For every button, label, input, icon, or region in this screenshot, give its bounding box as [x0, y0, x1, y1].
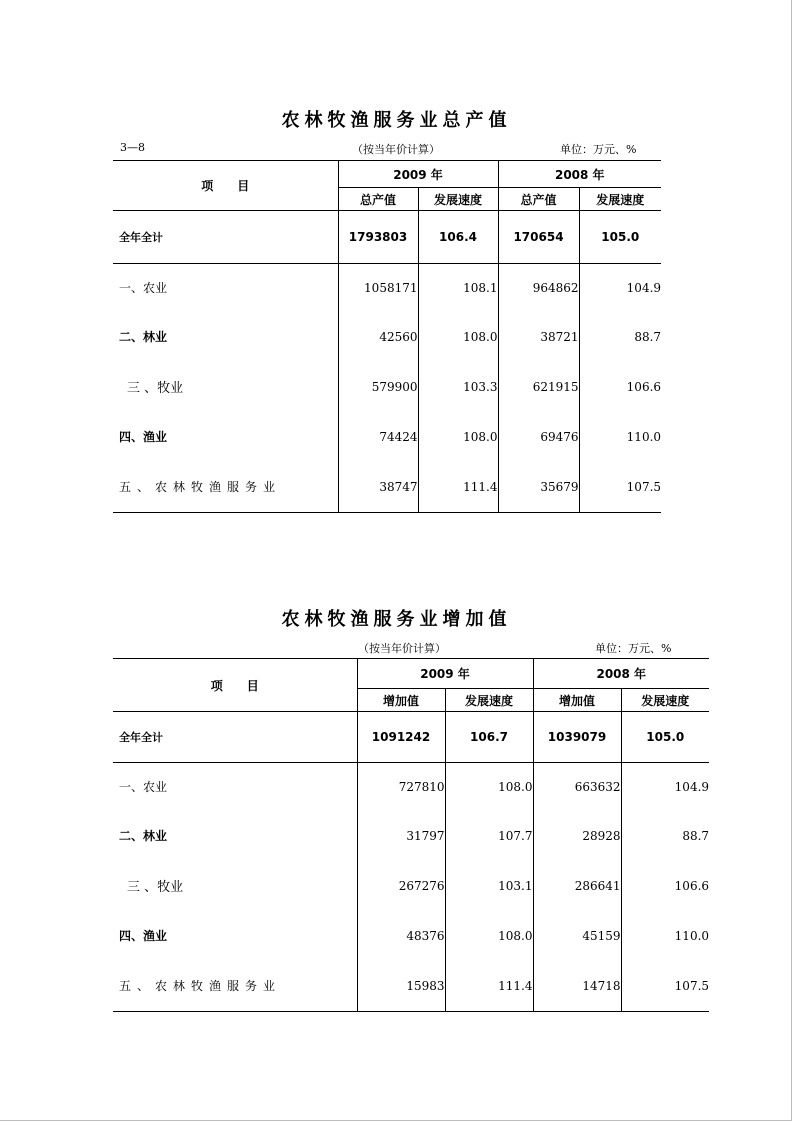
table1-total-v1: 1793803: [338, 211, 418, 264]
table1-row-v1: 38747: [338, 462, 418, 513]
table-row: [113, 811, 709, 861]
table2-row-label: 三 、牧业: [127, 880, 184, 895]
table1-col-speed-2008: 发展速度: [579, 188, 661, 211]
table1-row-label: 二、林业: [119, 330, 168, 344]
table1-row-v2: 621915: [498, 362, 579, 412]
table2-row-v2: 28928: [533, 811, 621, 861]
table1-row-s2: 88.7: [579, 312, 661, 362]
table2-total-label: 全年全计: [119, 731, 163, 744]
table1-year-2008: 2008 年: [498, 161, 661, 188]
table2-total-row: [113, 712, 709, 763]
table2-row-label: 二、林业: [119, 829, 168, 843]
table-row: [113, 961, 709, 1012]
table-row: [113, 264, 661, 312]
table2: [113, 658, 709, 1012]
table2-item-header: 项 目: [113, 659, 357, 712]
table2-header-row-years: [113, 659, 709, 689]
table1-row-v2: 964862: [498, 264, 579, 312]
table2-row-s2: 104.9: [621, 763, 709, 811]
table-row: [113, 462, 661, 513]
table1-title: 农林牧渔服务业总产值: [281, 110, 512, 131]
table2-row-v1: 727810: [357, 763, 445, 811]
table1-row-v2: 35679: [498, 462, 579, 513]
table2-total-v2: 1039079: [533, 712, 621, 763]
table1-row-label: 五、农林牧渔服务业: [113, 462, 338, 513]
table1-row-v1: 579900: [338, 362, 418, 412]
table2-row-s2: 88.7: [621, 811, 709, 861]
table1-col-value-2008: 总产值: [498, 188, 579, 211]
table1-row-v2: 69476: [498, 412, 579, 462]
table2-row-v1: 15983: [357, 961, 445, 1012]
table1-row-v1: 42560: [338, 312, 418, 362]
table2-col-speed-2008: 发展速度: [621, 689, 709, 712]
table2-row-s1: 103.1: [445, 861, 533, 911]
table2-total-s2: 105.0: [621, 712, 709, 763]
table1-total-s2: 105.0: [579, 211, 661, 264]
table1-row-s1: 103.3: [418, 362, 498, 412]
table2-row-label: 四、渔业: [119, 929, 168, 943]
table1-item-header: 项 目: [113, 161, 338, 211]
table2-row-v1: 48376: [357, 911, 445, 961]
table2-total-s1: 106.7: [445, 712, 533, 763]
table2-year-2009: 2009 年: [357, 659, 533, 689]
table2-row-v1: 31797: [357, 811, 445, 861]
table2-col-value-2009: 增加值: [357, 689, 445, 712]
table1-row-v1: 74424: [338, 412, 418, 462]
table2-row-v2: 286641: [533, 861, 621, 911]
table2-row-label: 五、农林牧渔服务业: [113, 961, 357, 1012]
table-row: [113, 763, 709, 811]
table1: [113, 160, 661, 513]
table-row: [113, 412, 661, 462]
table2-row-s1: 108.0: [445, 911, 533, 961]
table2-title: 农林牧渔服务业增加值: [281, 609, 512, 630]
table2-row-s2: 110.0: [621, 911, 709, 961]
table-row: [113, 312, 661, 362]
table1-total-label: 全年全计: [119, 231, 163, 244]
table1-row-s2: 110.0: [579, 412, 661, 462]
table2-col-speed-2009: 发展速度: [445, 689, 533, 712]
table1-note: （按当年价计算）: [352, 143, 440, 156]
table-row: [113, 911, 709, 961]
table2-row-s1: 108.0: [445, 763, 533, 811]
table1-total-s1: 106.4: [418, 211, 498, 264]
table2-row-v2: 14718: [533, 961, 621, 1012]
table1-row-s1: 108.1: [418, 264, 498, 312]
table2-unit: 单位：万元、%: [595, 642, 672, 655]
table-row: [113, 861, 709, 911]
table1-col-value-2009: 总产值: [338, 188, 418, 211]
table1-row-s2: 107.5: [579, 462, 661, 513]
table1-total-row: [113, 211, 661, 264]
table2-total-v1: 1091242: [357, 712, 445, 763]
table2-row-s2: 106.6: [621, 861, 709, 911]
table2-row-v2: 663632: [533, 763, 621, 811]
table2-row-v2: 45159: [533, 911, 621, 961]
table1-row-s1: 108.0: [418, 312, 498, 362]
table1-col-speed-2009: 发展速度: [418, 188, 498, 211]
table1-code: 3—8: [120, 141, 145, 154]
table1-row-s1: 111.4: [418, 462, 498, 513]
table2-row-s1: 107.7: [445, 811, 533, 861]
table2-year-2008: 2008 年: [533, 659, 709, 689]
table1-row-s1: 108.0: [418, 412, 498, 462]
table2-row-s2: 107.5: [621, 961, 709, 1012]
table1-row-label: 三 、牧业: [127, 381, 184, 396]
table2-col-value-2008: 增加值: [533, 689, 621, 712]
table2-note: （按当年价计算）: [358, 642, 446, 655]
table1-total-v2: 170654: [498, 211, 579, 264]
table1-row-s2: 104.9: [579, 264, 661, 312]
table2-row-label: 一、农业: [113, 763, 357, 811]
table1-row-label: 一、农业: [113, 264, 338, 312]
table1-unit: 单位：万元、%: [560, 143, 637, 156]
table1-year-2009: 2009 年: [338, 161, 498, 188]
table-row: [113, 362, 661, 412]
table2-row-v1: 267276: [357, 861, 445, 911]
table2-row-s1: 111.4: [445, 961, 533, 1012]
table1-row-s2: 106.6: [579, 362, 661, 412]
table1-row-label: 四、渔业: [119, 430, 168, 444]
table1-row-v1: 1058171: [338, 264, 418, 312]
table1-header-row-years: [113, 161, 661, 188]
table1-row-v2: 38721: [498, 312, 579, 362]
